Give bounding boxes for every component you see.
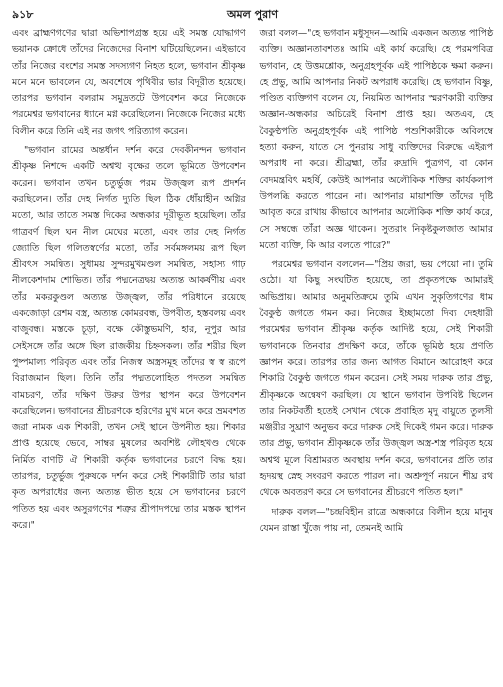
page-number: ৯১৮ bbox=[12, 8, 34, 21]
right-column bbox=[260, 26, 494, 675]
paragraph: "ভগবান রামের অন্তর্ধান দর্শন করে দেবকীনন্দন ভগবান শ্রীকৃষ্ণ নিশব্দে একটি অশ্বত্থ বৃক্ষের তলে ভূমিতে উপবেশন করেন। ভগবান তখন চতুর্ভুজ পরম উজ্জ্বল রূপ প্রদর্শন করছিলেন। তাঁর দেহ নির্গত দ্যুতি ছিল ঠিক ধোঁয়াহীন অগ্নির মতো, আর তাতে সমস্ত দিকের অন্ধকার দূরীভূত হয়েছিল। তাঁর গাত্রবর্ণ ছিল ঘন নীল মেঘের মতো, এবং তার দেহ নির্গত জ্যোতি ছিল গলিতস্বর্ণের মতো, তাঁর সর্বমঙ্গলময় রূপ ছিল শ্রীবৎস সমন্বিত। সুধাময় সুন্দরমুখমণ্ডল সমন্বিত, সহাস্য গাঢ় নীলকেশদাম শোভিত। তাঁর পদ্মনেত্রদ্বয় অত্যন্ত আকর্ষণীয় এবং তাঁর মকরকুণ্ডল অত্যন্ত উজ্জ্বল, তাঁর পরিধানে রয়েছে একজোড়া রেশম বস্ত্র, অত্যন্ত কোমরবন্ধ, উপবীত, হস্তবলয় এবং বাজুবন্ধ। মস্তকে চূড়া, বক্ষে কৌস্তুভমণি, হার, নূপুর আর সেইসঙ্গে তাঁর অঙ্গে ছিল রাজকীয় চিহ্নসকল। তাঁর শরীর ছিল পুষ্পমাল্য পরিবৃত এবং তাঁর নিজস্ব অস্ত্রসমূহ তাঁদের স্ব স্ব রূপে বিরাজমান ছিল। তিনি তাঁর পদ্মতলোহিত পদতল সমন্বিত বামচরণ, তাঁর দক্ষিণ উরুর উপর স্থাপন করে উপবেশন করেছিলেন। ভগবানের শ্রীচরণকে হরিণের মুখ মনে করে ভ্রমবশত জরা নামক এক শিকারী, তখন সেই স্থানে উপনীত হয়। শিকার প্রাপ্ত হয়েছে ভেবে, সাম্বর মুষলের অবশিষ্ট লৌহখণ্ড থেকে নির্মিত বাণটি ঐ শিকারী কর্তৃক ভগবানের চরণে বিদ্ধ হয়। তারপর, চতুর্ভুজ পুরুষকে দর্শন করে সেই শিকারীটি তার দ্বারা কৃত অপরাধের জন্য অত্যন্ত ভীত হয়ে সে ভগবানের চরণে পতিত হয় এবং অসুরগণের শত্রুর শ্রীপাদপদ্মে তার মস্তক স্থাপন করে।" bbox=[12, 145, 246, 531]
left-column bbox=[12, 26, 246, 675]
page-header bbox=[12, 6, 493, 22]
book-title: অমল পুরাণ bbox=[226, 8, 279, 21]
text-columns bbox=[12, 26, 493, 675]
paragraph: জরা বলল—"হে ভগবান মধুসূদন—আমি একজন অত্যন্ত পাপিষ্ঠ ব্যক্তি। অজ্ঞানতাবশতঃ আমি এই কার্য করেছি। হে পরমপবিত্র ভগবান, হে উত্তমশ্লোক, অনুগ্রহপূর্বক এই পাপিষ্ঠকে ক্ষমা করুন। হে প্রভু, আমি আপনার নিকট অপরাধ করেছি। হে ভগবান বিষ্ণু, পণ্ডিত ব্যক্তিগণ বলেন যে, নিয়মিত আপনার স্মরণকারী ব্যক্তির অজ্ঞান-অন্ধকার অচিরেই বিনাশ প্রাপ্ত হয়। অতএব, হে বৈকুণ্ঠপতি অনুগ্রহপূর্বক এই পাপিষ্ঠ পশুশিকারীকে অবিলম্বে হত্যা করুন, যাতে সে পুনরায় সাধু ব্যক্তিদের বিরুদ্ধে এইরূপ অপরাধ না করে। শ্রীব্রহ্মা, তাঁর রুদ্রাদি পুত্রগণ, বা কোন বেদমন্ত্রবিৎ মহর্ষি, কেউই আপনার অলৌকিক শক্তির কার্যকলাপ উপলব্ধি করতে পারেন না। আপনার মায়াশক্তি তাঁদের দৃষ্টি আবৃত করে রাখায় কীভাবে আপনার অলৌকিক শক্তি কার্য করে, সে সম্বন্ধে তাঁরা অজ্ঞ থাকেন। সুতরাং নিকৃষ্টকুলজাত আমার মতো ব্যক্তি, কি আর বলতে পারে?" bbox=[259, 28, 493, 251]
paragraph: পরমেশ্বর ভগবান বললেন—"প্রিয় জরা, ভয় পেয়ো না। তুমি ওঠো। যা কিছু সংঘটিত হয়েছে, তা প্রকৃতপক্ষে আমারই অভিপ্রায়। আমার অনুমতিক্রমে তুমি এখন সুকৃতিগণের ধাম বৈকুণ্ঠ জগতে গমন কর। নিজের ইচ্ছামতো দিব্য দেহধারী পরমেশ্বর ভগবান শ্রীকৃষ্ণ কর্তৃক আদিষ্ট হয়ে, সেই শিকারী ভগবানকে তিনবার প্রদক্ষিণ করে, তাঁকে ভূমিষ্ঠ হয়ে প্রণতি জ্ঞাপন করে। তারপর তার জন্য আগত বিমানে আরোহণ করে শিকারি বৈকুণ্ঠ জগতে গমন করেন। সেই সময় দারুক তার প্রভু, শ্রীকৃষ্ণকে অন্বেষণ করছিল। যে স্থানে ভগবান উপবিষ্ট ছিলেন তার নিকটবর্তী হতেই সেখান থেকে প্রবাহিত মৃদু বায়ুতে তুলসী মঞ্জরীর সুঘ্রাণ অনুভব করে দারুক সেই দিকেই গমন করে। দারুক তার প্রভু, ভগবান শ্রীকৃষ্ণকে তাঁর উজ্জ্বল অস্ত্র-শস্ত্র পরিবৃত হয়ে অশ্বত্থ মূলে বিশ্রামরত অবস্থায় দর্শন করে, ভগবানের প্রতি তার হৃদয়স্থ স্নেহ সংবরণ করতে পারল না। অশ্রুপূর্ণ নয়নে শীঘ্র রথ থেকে অবতরণ করে সে ভগবানের শ্রীচরণে পতিত হল।" bbox=[259, 259, 493, 499]
paragraph: এবং ব্রাহ্মণগণের দ্বারা অভিশাপগ্রস্ত হয়ে এই সমস্ত যোদ্ধাগণ ভয়ানক ক্রোধে তাঁদের নিজেদের বিনাশ ঘটিয়েছিলেন। এইভাবে তাঁর নিজের বংশের সমস্ত সদস্যগণ নিহত হলে, ভগবান শ্রীকৃষ্ণ মনে মনে ভাবলেন যে, অবশেষে পৃথিবীর ভার বিদূরীত হয়েছে। তারপর ভগবান বলরাম সমুদ্রতটে উপবেশন করে নিজেকে পরমেশ্বর ভগবানের ধ্যানে মগ্ন করেছিলেন। নিজেকে নিজের মধ্যে বিলীন করে তিনি এই নর জগৎ পরিত্যাগ করেন। bbox=[12, 28, 246, 137]
paragraph: দারুক বলল—"চন্দ্রবিহীন রাত্রে অন্ধকারে বিলীন হয়ে মানুষ যেমন রাস্তা খুঁজে পায় না, তেমনই আমি bbox=[259, 506, 493, 534]
